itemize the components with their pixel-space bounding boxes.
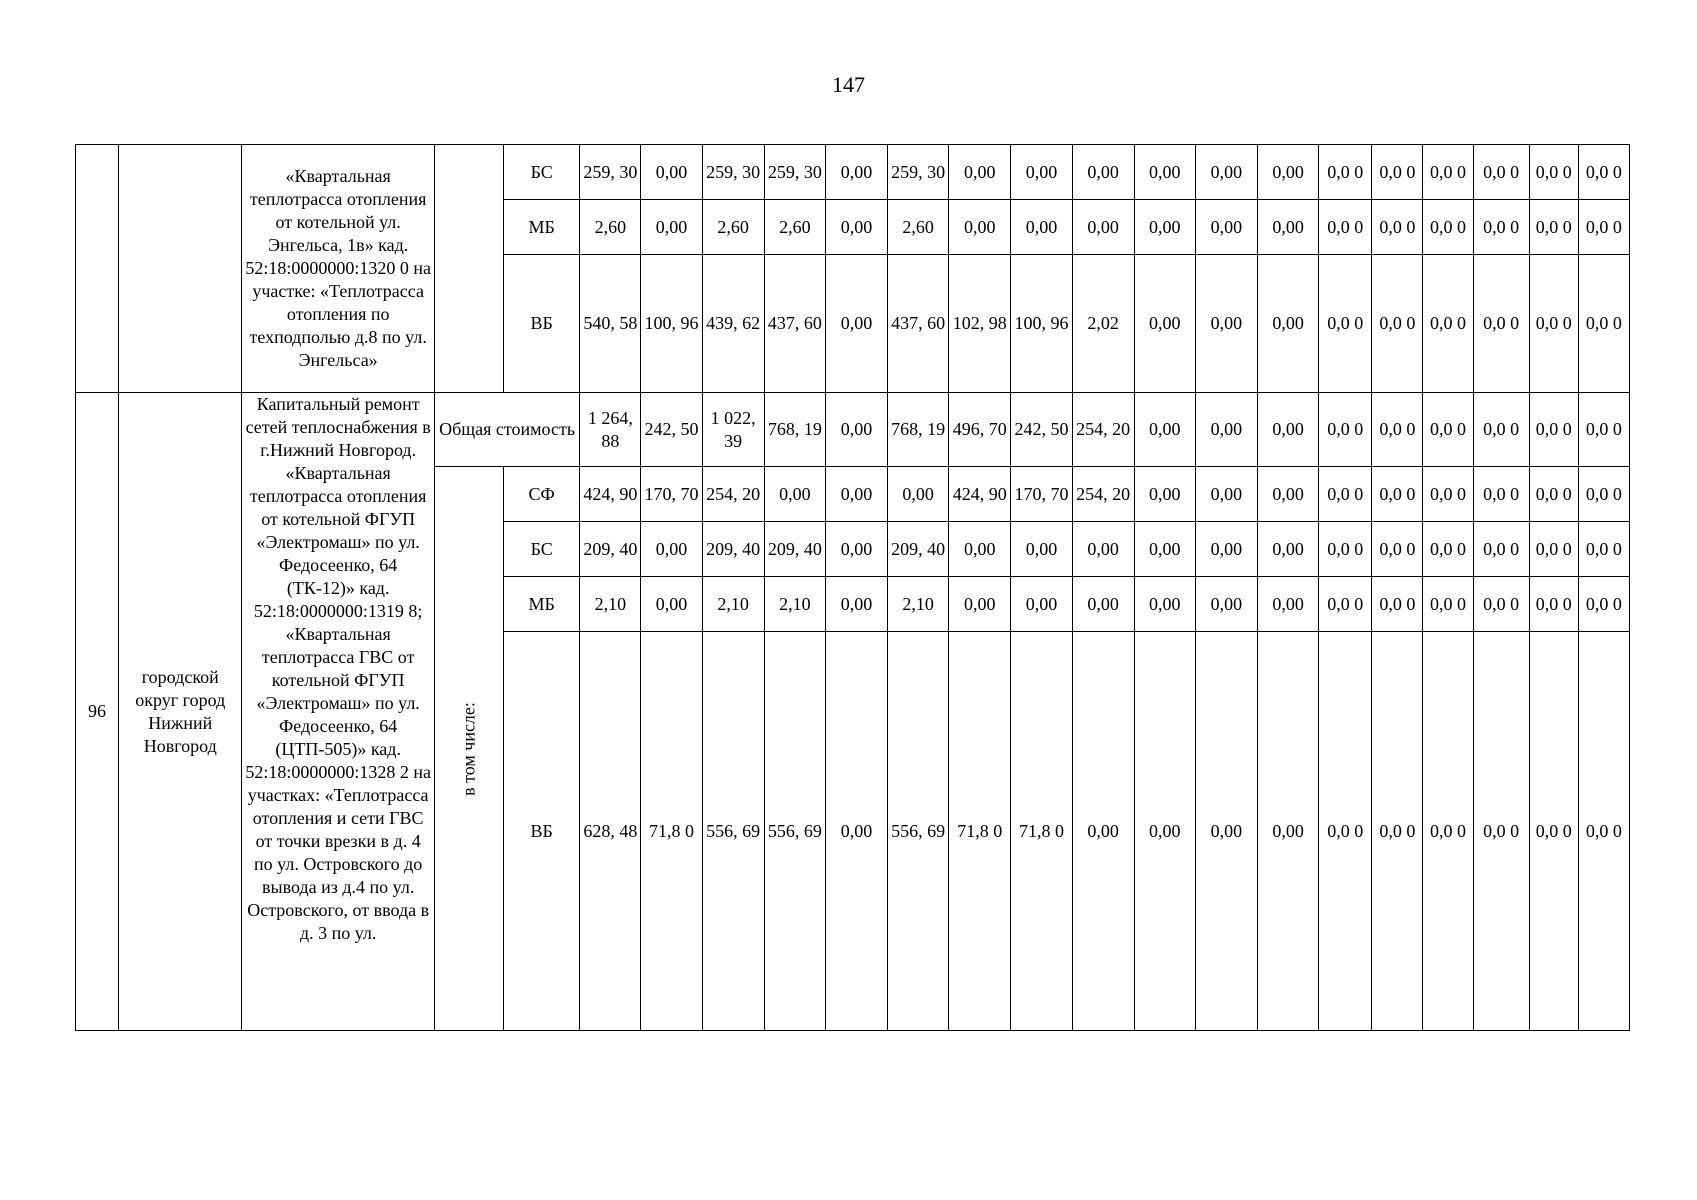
value-cell: 0,00: [641, 522, 702, 577]
value-cell: 0,00: [949, 522, 1011, 577]
value-cell: 628, 48: [580, 632, 641, 1031]
value-cell: 0,00: [1195, 522, 1257, 577]
funding-source-label: БС: [504, 522, 580, 577]
row-number-cell: [76, 145, 119, 393]
value-cell: 254, 20: [1072, 393, 1134, 467]
value-cell: 0,0 0: [1529, 393, 1578, 467]
value-cell: 0,00: [825, 577, 887, 632]
value-cell: 0,0 0: [1578, 522, 1629, 577]
value-cell: 0,00: [1195, 255, 1257, 393]
value-cell: 0,00: [764, 467, 825, 522]
value-cell: 0,00: [1011, 200, 1072, 255]
value-cell: 424, 90: [949, 467, 1011, 522]
value-cell: 0,00: [1257, 255, 1318, 393]
value-cell: 2,60: [702, 200, 764, 255]
funding-source-label: МБ: [504, 577, 580, 632]
value-cell: 0,0 0: [1372, 467, 1423, 522]
value-cell: 0,00: [1134, 467, 1195, 522]
value-cell: 768, 19: [888, 393, 949, 467]
value-cell: 0,0 0: [1473, 255, 1529, 393]
value-cell: 0,00: [949, 577, 1011, 632]
value-cell: 0,00: [1195, 632, 1257, 1031]
value-cell: 768, 19: [764, 393, 825, 467]
value-cell: 0,0 0: [1423, 393, 1473, 467]
value-cell: 100, 96: [641, 255, 702, 393]
table-row: [76, 393, 1630, 467]
value-cell: 0,00: [1257, 200, 1318, 255]
value-cell: 0,00: [1072, 632, 1134, 1031]
value-cell: 0,0 0: [1578, 200, 1629, 255]
funding-source-label: МБ: [504, 200, 580, 255]
value-cell: 0,0 0: [1473, 577, 1529, 632]
value-cell: 0,00: [888, 467, 949, 522]
value-cell: 209, 40: [764, 522, 825, 577]
value-cell: 0,0 0: [1372, 200, 1423, 255]
value-cell: 0,00: [1011, 577, 1072, 632]
value-cell: 0,00: [825, 393, 887, 467]
value-cell: 242, 50: [641, 393, 702, 467]
page-number: 147: [832, 72, 865, 97]
value-cell: 0,0 0: [1372, 145, 1423, 200]
value-cell: 0,0 0: [1529, 200, 1578, 255]
value-cell: 0,0 0: [1423, 200, 1473, 255]
value-cell: 556, 69: [764, 632, 825, 1031]
value-cell: 0,00: [1072, 577, 1134, 632]
value-cell: 259, 30: [888, 145, 949, 200]
value-cell: 71,8 0: [1011, 632, 1072, 1031]
value-cell: 71,8 0: [641, 632, 702, 1031]
object-description: Капитальный ремонт сетей теплоснабжения в г.Нижний Новгород. «Квартальная теплотрасса отопления от котельной ФГУП «Электромаш» по ул. Федосеенко, 64 (ТК-12)» кад. 52:18:0000000:1319 8; «Квартальная теплотрасса ГВС от котельной ФГУП «Электромаш» по ул. Федосеенко, 64 (ЦТП-505)» кад. 52:18:0000000:1328 2 на участках: «Теплотрасса отопления и сети ГВС от точки врезки в д. 4 по ул. Островского до вывода из д.4 по ул. Островского, от ввода в д. 3 по ул.: [242, 393, 434, 1031]
value-cell: 0,0 0: [1578, 467, 1629, 522]
value-cell: 0,00: [1195, 393, 1257, 467]
value-cell: 0,0 0: [1578, 255, 1629, 393]
value-cell: 0,0 0: [1319, 255, 1372, 393]
value-cell: 0,0 0: [1529, 467, 1578, 522]
value-cell: 0,0 0: [1423, 632, 1473, 1031]
value-cell: 0,00: [1257, 577, 1318, 632]
value-cell: 0,0 0: [1372, 393, 1423, 467]
value-cell: 0,00: [641, 145, 702, 200]
value-cell: 0,00: [1257, 145, 1318, 200]
value-cell: 0,00: [825, 200, 887, 255]
value-cell: 0,0 0: [1529, 632, 1578, 1031]
value-cell: 259, 30: [702, 145, 764, 200]
value-cell: 0,00: [641, 200, 702, 255]
funding-source-label: СФ: [504, 467, 580, 522]
value-cell: 0,00: [1072, 200, 1134, 255]
value-cell: 0,0 0: [1423, 255, 1473, 393]
value-cell: 439, 62: [702, 255, 764, 393]
value-cell: 0,0 0: [1319, 145, 1372, 200]
value-cell: 0,00: [825, 467, 887, 522]
value-cell: 0,0 0: [1529, 145, 1578, 200]
value-cell: 209, 40: [580, 522, 641, 577]
value-cell: 1 022, 39: [702, 393, 764, 467]
value-cell: 0,0 0: [1372, 632, 1423, 1031]
value-cell: 0,00: [1195, 467, 1257, 522]
municipality-cell: [119, 145, 242, 393]
value-cell: 0,0 0: [1473, 200, 1529, 255]
value-cell: 170, 70: [1011, 467, 1072, 522]
value-cell: 0,0 0: [1578, 145, 1629, 200]
value-cell: 100, 96: [1011, 255, 1072, 393]
value-cell: 0,00: [1257, 393, 1318, 467]
value-cell: 540, 58: [580, 255, 641, 393]
value-cell: 0,0 0: [1319, 522, 1372, 577]
value-cell: 0,00: [1134, 577, 1195, 632]
value-cell: 556, 69: [702, 632, 764, 1031]
value-cell: 0,0 0: [1578, 577, 1629, 632]
value-cell: 0,00: [1195, 577, 1257, 632]
value-cell: 242, 50: [1011, 393, 1072, 467]
value-cell: 0,0 0: [1372, 577, 1423, 632]
value-cell: 0,00: [825, 145, 887, 200]
value-cell: 1 264, 88: [580, 393, 641, 467]
value-cell: 0,0 0: [1529, 255, 1578, 393]
value-cell: 0,0 0: [1529, 577, 1578, 632]
including-label-cell: [434, 467, 503, 1031]
value-cell: 0,00: [1257, 522, 1318, 577]
value-cell: 496, 70: [949, 393, 1011, 467]
funding-source-label: БС: [504, 145, 580, 200]
value-cell: 0,0 0: [1319, 577, 1372, 632]
value-cell: 0,00: [1134, 255, 1195, 393]
value-cell: 437, 60: [764, 255, 825, 393]
value-cell: 0,0 0: [1529, 522, 1578, 577]
value-cell: 556, 69: [888, 632, 949, 1031]
value-cell: 0,0 0: [1473, 632, 1529, 1031]
value-cell: 254, 20: [702, 467, 764, 522]
value-cell: 0,00: [825, 255, 887, 393]
value-cell: 2,10: [580, 577, 641, 632]
value-cell: 0,00: [825, 632, 887, 1031]
value-cell: 71,8 0: [949, 632, 1011, 1031]
funding-source-label: ВБ: [504, 632, 580, 1031]
value-cell: 0,00: [1195, 200, 1257, 255]
value-cell: 0,00: [1011, 145, 1072, 200]
value-cell: 2,60: [888, 200, 949, 255]
value-cell: 0,00: [1072, 522, 1134, 577]
value-cell: 0,0 0: [1578, 632, 1629, 1031]
budget-table: [75, 144, 1630, 1031]
value-cell: 0,00: [1134, 522, 1195, 577]
value-cell: 254, 20: [1072, 467, 1134, 522]
value-cell: 0,00: [825, 522, 887, 577]
value-cell: 0,0 0: [1473, 145, 1529, 200]
including-label-cell: [434, 145, 503, 393]
value-cell: 0,0 0: [1423, 145, 1473, 200]
value-cell: 2,10: [888, 577, 949, 632]
value-cell: 0,00: [1134, 200, 1195, 255]
table-row: [76, 145, 1630, 200]
value-cell: 0,0 0: [1423, 522, 1473, 577]
value-cell: 0,0 0: [1319, 632, 1372, 1031]
value-cell: 102, 98: [949, 255, 1011, 393]
value-cell: 259, 30: [764, 145, 825, 200]
object-description: «Квартальная теплотрасса отопления от котельной ул. Энгельса, 1в» кад. 52:18:0000000:1320 0 на участке: «Теплотрасса отопления по техподполью д.8 по ул. Энгельса»: [242, 145, 434, 393]
value-cell: 0,0 0: [1372, 522, 1423, 577]
municipality-cell: городской округ город Нижний Новгород: [119, 393, 242, 1031]
value-cell: 0,0 0: [1423, 577, 1473, 632]
value-cell: 0,0 0: [1319, 200, 1372, 255]
value-cell: 2,02: [1072, 255, 1134, 393]
value-cell: 0,00: [1134, 145, 1195, 200]
value-cell: 0,00: [1134, 393, 1195, 467]
value-cell: 2,10: [702, 577, 764, 632]
funding-source-label: ВБ: [504, 255, 580, 393]
value-cell: 209, 40: [702, 522, 764, 577]
including-label: в том числе:: [458, 701, 479, 796]
value-cell: 259, 30: [580, 145, 641, 200]
value-cell: 424, 90: [580, 467, 641, 522]
value-cell: 437, 60: [888, 255, 949, 393]
value-cell: 2,60: [764, 200, 825, 255]
value-cell: 2,60: [580, 200, 641, 255]
value-cell: 0,0 0: [1473, 467, 1529, 522]
value-cell: 0,0 0: [1473, 522, 1529, 577]
value-cell: 0,0 0: [1578, 393, 1629, 467]
value-cell: 0,00: [1072, 145, 1134, 200]
value-cell: 0,0 0: [1319, 467, 1372, 522]
value-cell: 170, 70: [641, 467, 702, 522]
total-cost-label: Общая стоимость: [434, 393, 579, 467]
value-cell: 0,0 0: [1473, 393, 1529, 467]
value-cell: 0,0 0: [1423, 467, 1473, 522]
row-number-cell: 96: [76, 393, 119, 1031]
value-cell: 0,00: [1195, 145, 1257, 200]
value-cell: 0,00: [949, 145, 1011, 200]
value-cell: 209, 40: [888, 522, 949, 577]
value-cell: 0,00: [1257, 467, 1318, 522]
value-cell: 0,00: [1011, 522, 1072, 577]
value-cell: 0,00: [1134, 632, 1195, 1031]
value-cell: 0,0 0: [1372, 255, 1423, 393]
value-cell: 0,00: [641, 577, 702, 632]
value-cell: 0,0 0: [1319, 393, 1372, 467]
value-cell: 0,00: [1257, 632, 1318, 1031]
value-cell: 2,10: [764, 577, 825, 632]
value-cell: 0,00: [949, 200, 1011, 255]
